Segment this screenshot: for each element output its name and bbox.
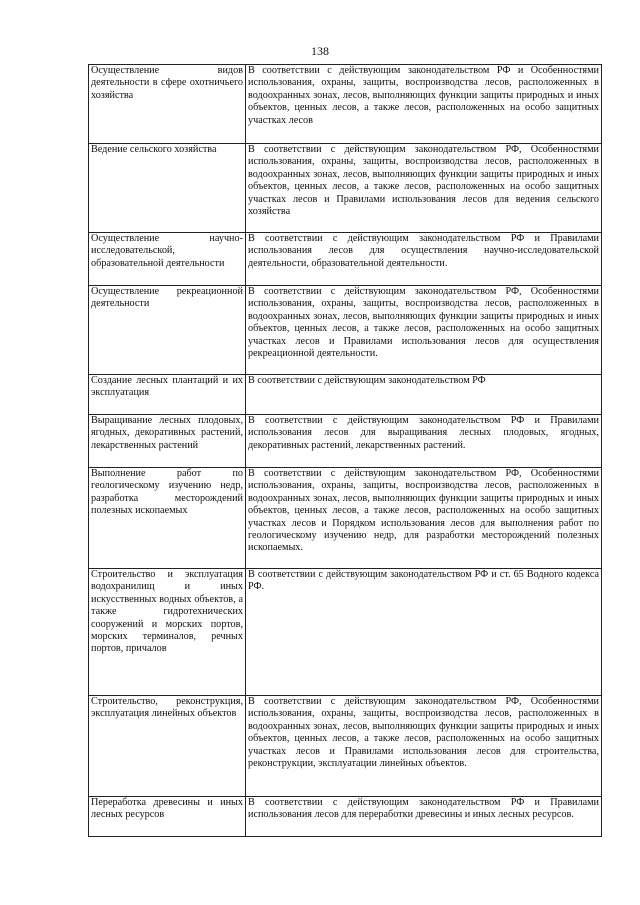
basis-cell: В соответствии с действующим законодательством РФ и Правилами использования лесов для переработки древесины и иных лесных ресурсов. [246,797,602,837]
activity-cell: Ведение сельского хозяйства [89,144,246,233]
table-row [89,569,602,696]
basis-cell: В соответствии с действующим законодательством РФ и Правилами использования лесов для выращивания лесных плодовых, ягодных, декоративных растений, лекарственных растений. [246,415,602,468]
basis-cell: В соответствии с действующим законодательством РФ, Особенностями использования, охраны, защиты, воспроизводства лесов, расположенных в водоохранных зонах, лесов, выполняющих функции защиты природных и иных объектов, ценных лесов, а также лесов, расположенных на особо защитных участках лесов и Правилами использования лесов для строительства, реконструкции, эксплуатации линейных объектов. [246,696,602,797]
activity-cell: Переработка древесины и иных лесных ресурсов [89,797,246,837]
activity-cell: Выращивание лесных плодовых, ягодных, декоративных растений, лекарственных растений [89,415,246,468]
basis-cell: В соответствии с действующим законодательством РФ, Особенностями использования, охраны, защиты, воспроизводства лесов, расположенных в водоохранных зонах, лесов, выполняющих функции защиты природных и иных объектов, ценных лесов, а также лесов, расположенных на особо защитных участках лесов и Порядком использования лесов для выполнения работ по геологическому изучению недр, для разработки месторождений полезных ископаемых. [246,468,602,569]
activity-cell: Осуществление научно-исследовательской, образовательной деятельности [89,233,246,286]
activity-cell: Осуществление видов деятельности в сфере охотничьего хозяйства [89,65,246,144]
activity-cell: Строительство, реконструкция, эксплуатация линейных объектов [89,696,246,797]
basis-cell: В соответствии с действующим законодательством РФ и ст. 65 Водного кодекса РФ. [246,569,602,696]
table-row [89,144,602,233]
basis-cell: В соответствии с действующим законодательством РФ и Правилами использования лесов для осуществления научно-исследовательской деятельности, образовательной деятельности. [246,233,602,286]
table-row [89,286,602,375]
forest-use-table [88,64,602,837]
activity-cell: Осуществление рекреационной деятельности [89,286,246,375]
basis-cell: В соответствии с действующим законодательством РФ [246,375,602,415]
table-row [89,696,602,797]
activity-cell: Выполнение работ по геологическому изучению недр, разработка месторождений полезных ископаемых [89,468,246,569]
table-row [89,233,602,286]
table-row [89,415,602,468]
table-row [89,797,602,837]
activity-cell: Создание лесных плантаций и их эксплуатация [89,375,246,415]
basis-cell: В соответствии с действующим законодательством РФ, Особенностями использования, охраны, защиты, воспроизводства лесов, расположенных в водоохранных зонах, лесов, выполняющих функции защиты природных и иных объектов, ценных лесов, а также лесов, расположенных на особо защитных участках лесов и Правилами использования лесов для ведения сельского хозяйства [246,144,602,233]
table-row [89,375,602,415]
table-row [89,468,602,569]
activity-cell: Строительство и эксплуатация водохранилищ и иных искусственных водных объектов, а также гидротехнических сооружений и морских портов, морских терминалов, речных портов, причалов [89,569,246,696]
basis-cell: В соответствии с действующим законодательством РФ и Особенностями использования, охраны, защиты, воспроизводства лесов, расположенных в водоохранных зонах, лесов, выполняющих функции защиты природных и иных объектов, ценных лесов, а также лесов, расположенных на особо защитных участках лесов [246,65,602,144]
basis-cell: В соответствии с действующим законодательством РФ, Особенностями использования, охраны, защиты, воспроизводства лесов, расположенных в водоохранных зонах, лесов, выполняющих функции защиты природных и иных объектов, ценных лесов, а также лесов, расположенных на особо защитных участках лесов и Правилами использования лесов для осуществления рекреационной деятельности. [246,286,602,375]
table-row [89,65,602,144]
page-number: 138 [311,44,329,58]
